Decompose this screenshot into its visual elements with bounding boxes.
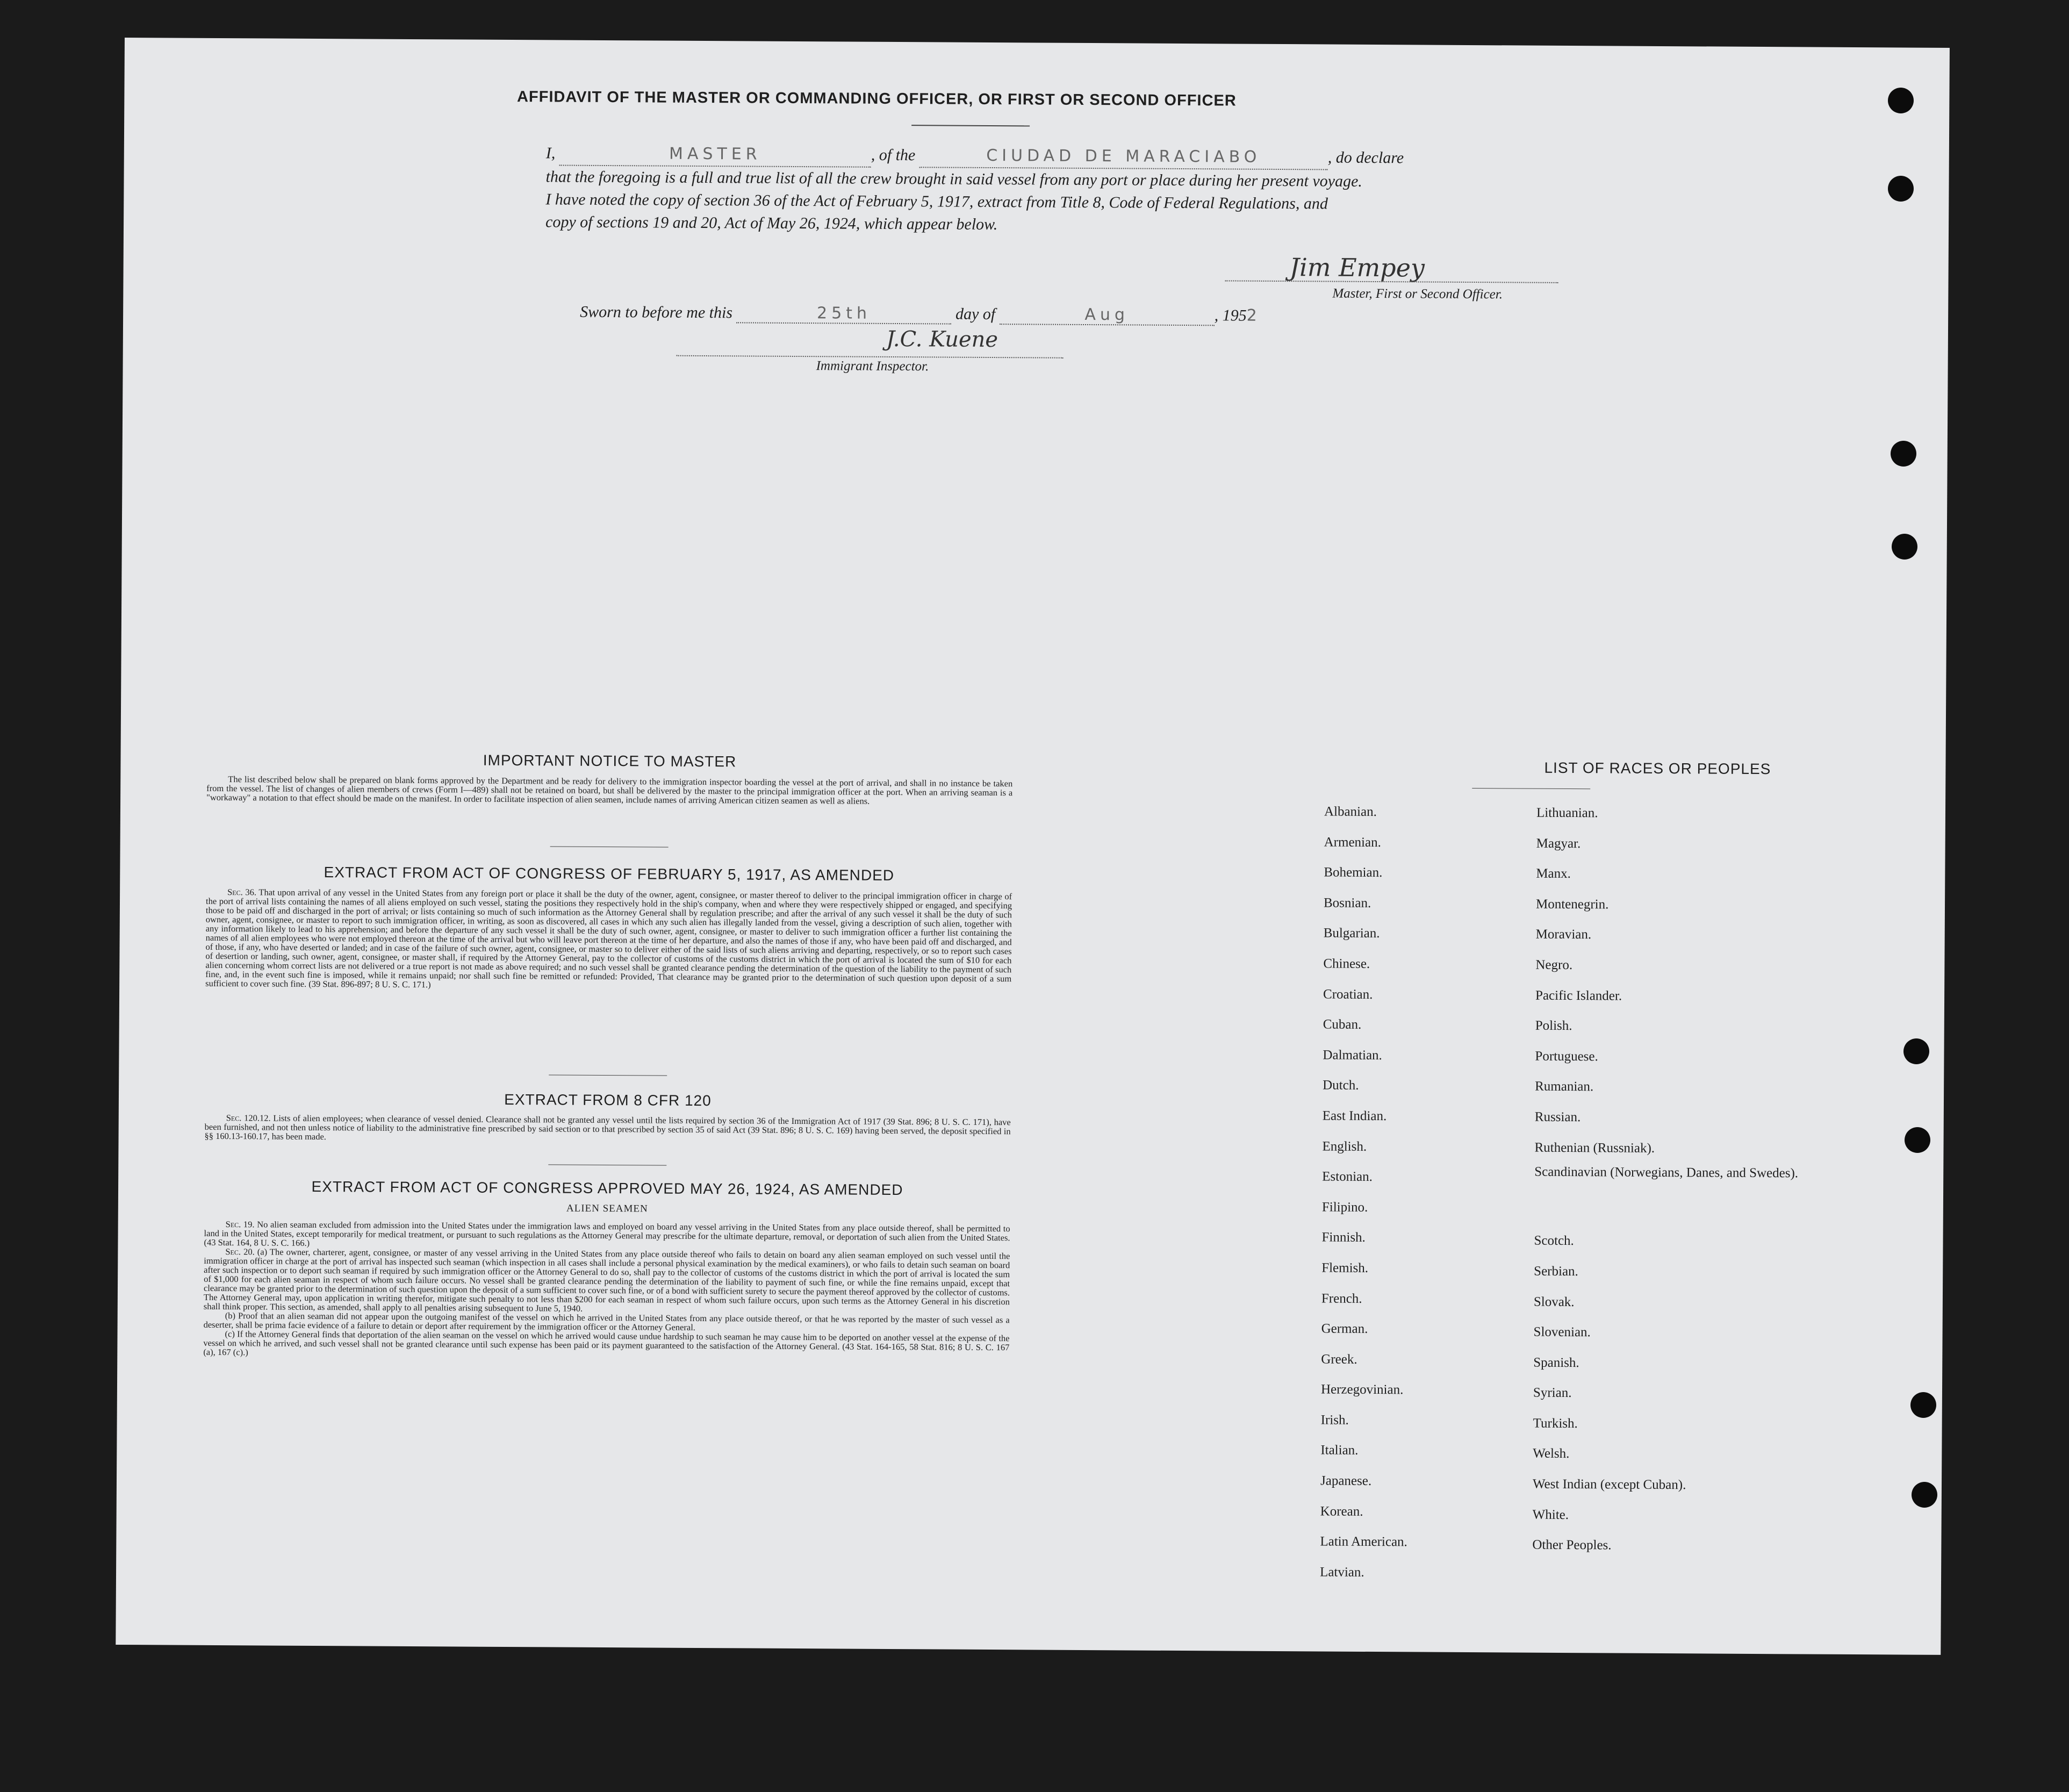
month-field[interactable] bbox=[1000, 305, 1215, 326]
race-item: Filipino. bbox=[1321, 1200, 1368, 1215]
race-item: Rumanian. bbox=[1535, 1079, 1594, 1094]
race-item: Latin American. bbox=[1320, 1534, 1407, 1550]
race-item: Estonian. bbox=[1322, 1169, 1373, 1185]
race-item: Moravian. bbox=[1535, 927, 1592, 942]
race-item: Magyar. bbox=[1536, 836, 1581, 851]
of-the-label: , of the bbox=[871, 146, 916, 164]
year-prefix: , 195 bbox=[1214, 306, 1247, 325]
race-item: Chinese. bbox=[1323, 956, 1370, 971]
race-item: Dutch. bbox=[1323, 1078, 1359, 1093]
day-value: 25th bbox=[816, 304, 872, 323]
sworn-line bbox=[580, 303, 1261, 326]
race-item: Bohemian. bbox=[1324, 865, 1383, 880]
inspector-signature-line bbox=[677, 355, 1064, 359]
notice-text bbox=[206, 775, 1012, 806]
master-field[interactable] bbox=[559, 142, 871, 168]
officer-label: Master, First or Second Officer. bbox=[1332, 286, 1503, 302]
race-item: Cuban. bbox=[1323, 1017, 1362, 1033]
race-item: Slovak. bbox=[1533, 1294, 1575, 1309]
race-item: White. bbox=[1532, 1507, 1569, 1522]
day-of-label: day of bbox=[955, 305, 996, 324]
punch-hole bbox=[1888, 88, 1914, 113]
sworn-label: Sworn to before me this bbox=[580, 303, 733, 322]
race-item: Manx. bbox=[1536, 866, 1571, 881]
punch-hole bbox=[1905, 1127, 1930, 1153]
declaration-block bbox=[545, 142, 1556, 239]
race-item: Syrian. bbox=[1533, 1385, 1572, 1401]
sec-19-text: No alien seaman excluded from admission into the United States under the immigration laws and employed on board any vessel arriving in the United States from any place outside thereof, shall be permitted to land in the United States, except temporarily for medical treatment, or pursuant to such regulations as the Attorney General may prescribe for the ultimate departure, removal, or deportation of such alien from the United States. (43 Stat. 164, 8 U. S. C. 166.) bbox=[204, 1219, 1010, 1248]
sec-120-label: Sec. 120.12. bbox=[226, 1113, 271, 1123]
race-item: Finnish. bbox=[1321, 1230, 1366, 1245]
race-item: Spanish. bbox=[1533, 1355, 1579, 1370]
divider-2 bbox=[549, 1074, 667, 1076]
race-item: Bulgarian. bbox=[1323, 926, 1380, 941]
declaration-line-4: copy of sections 19 and 20, Act of May 26, 1924, which appear below. bbox=[545, 213, 998, 234]
extract-1924-text bbox=[203, 1220, 1010, 1361]
day-field[interactable] bbox=[736, 303, 951, 324]
race-item: Portuguese. bbox=[1535, 1049, 1598, 1064]
vessel-value: CIUDAD DE MARACIABO bbox=[986, 146, 1261, 167]
year-value: 2 bbox=[1246, 306, 1261, 325]
race-item: East Indian. bbox=[1322, 1108, 1387, 1124]
race-item: Albanian. bbox=[1324, 804, 1377, 820]
race-item: Pacific Islander. bbox=[1535, 988, 1622, 1003]
races-column-1 bbox=[1320, 797, 1518, 1588]
sec-36-text: That upon arrival of any vessel in the United States from any foreign port or place it shall be the duty of the owner, agent, consignee, or master thereof to deliver to the principal immigration officer in charge of the port of arrival lists containing the names of all aliens employed on such vessel, stating the positions they respectively hold in the ship's company, when and where they were respectively shipped or engaged, and specifying those to be paid off and discharged in the port of arrival; or lists containing so much of such information as the Attorney General shall by regulation prescribe; and after the arrival of any such vessel it shall be the duty of such owner, agent, consignee, or master to report to such immigration officer, in writing, as soon as discovered, all cases in which any such alien has illegally landed from the vessel, giving a description of such alien, together with any information likely to lead to his apprehension; and before the departure of any such vessel it shall be the duty of such owner, agent, consignee, or master to deliver to such immigration officer a further list containing the names of all alien employees who were not employed thereon at the time of the arrival but who will leave port thereon at the time of her departure, and also the names of those if any, who have been paid off and discharged, and of those, if any, who have deserted or landed; and in case of the failure of such owner, agent, consignee, or master so to deliver either of the said lists of such aliens arriving and departing, respectively, or so to report such cases of desertion or landing, such owner, agent, consignee, or master shall, if required by the Attorney General, pay to the collector of customs of the customs district in which the port of arrival is located the sum of $10 for each alien concerning whom correct lists are not delivered or a true report is not made as above required; and no such vessel shall be granted clearance pending the determination of the question of the liability to the payment of such fine, and, in the event such fine is imposed, while it remains unpaid; nor shall such fine be remitted or refunded: Provided, That clearance may be granted prior to the determination of such question upon deposit of a sum sufficient to cover such fine. (39 Stat. 896-897; 8 U. S. C. 171.) bbox=[205, 887, 1012, 990]
alien-seamen-subtitle: ALIEN SEAMEN bbox=[566, 1202, 648, 1215]
sec-36-label: Sec. 36. bbox=[227, 887, 257, 898]
race-item: Dalmatian. bbox=[1323, 1048, 1382, 1063]
document-page bbox=[116, 38, 1950, 1655]
race-item: Welsh. bbox=[1533, 1446, 1570, 1461]
notice-title: IMPORTANT NOTICE TO MASTER bbox=[483, 751, 737, 770]
sec-20-text-b: (b) Proof that an alien seaman did not appear upon the outgoing manifest of the vessel on which he arrived in the United States from any place outside thereof, or that he was reported by the master of such vessel as a deserter, shall be prima facie evidence of a failure to detain or deport after requirement by the immigration officer or the Attorney General. bbox=[203, 1310, 1010, 1332]
race-item: Serbian. bbox=[1534, 1264, 1578, 1279]
vessel-field[interactable] bbox=[919, 144, 1328, 170]
month-value: Aug bbox=[1084, 305, 1130, 325]
notice-paragraph: The list described below shall be prepared on blank forms approved by the Department and be ready for delivery to the immigration inspector boarding the vessel at the port of arrival, and shall in no instance be taken from the vessel. The list of changes of alien members of crews (Form I—489) shall not be retained on board, but shall be delivered by the master to the principal immigration officer at the port. When an arriving seaman is a "workaway" a notation to that effect should be made on the manifest. In order to facilitate inspection of alien seamen, include names of arriving American citizen seamen as well as aliens. bbox=[206, 774, 1013, 806]
race-item: Russian. bbox=[1534, 1109, 1581, 1125]
race-item: Italian. bbox=[1320, 1443, 1359, 1458]
race-item: West Indian (except Cuban). bbox=[1532, 1476, 1686, 1493]
race-item: Scandinavian (Norwegians, Danes, and Swedes). bbox=[1534, 1164, 1799, 1181]
sec-19-label: Sec. 19. bbox=[225, 1219, 255, 1230]
officer-signature-line bbox=[1225, 280, 1558, 283]
race-item: Ruthenian (Russniak). bbox=[1534, 1140, 1655, 1156]
race-item bbox=[1534, 1195, 1814, 1227]
race-item: Armenian. bbox=[1324, 835, 1381, 850]
race-item: Montenegrin. bbox=[1535, 897, 1609, 912]
race-item: Other Peoples. bbox=[1532, 1537, 1612, 1553]
extract-1924-title: EXTRACT FROM ACT OF CONGRESS APPROVED MAY 26, 1924, AS AMENDED bbox=[311, 1178, 903, 1199]
extract-cfr-text bbox=[205, 1113, 1011, 1145]
race-item: Irish. bbox=[1320, 1413, 1349, 1428]
declaration-line-3: I have noted the copy of section 36 of the Act of February 5, 1917, extract from Title 8, Code of Federal Regulations, and bbox=[545, 190, 1328, 213]
race-item: Herzegovinian. bbox=[1320, 1382, 1404, 1397]
extract-1917-text bbox=[205, 887, 1012, 992]
intro-label: I, bbox=[545, 144, 556, 162]
race-item: Korean. bbox=[1320, 1504, 1363, 1519]
punch-hole bbox=[1888, 176, 1914, 202]
race-item: Japanese. bbox=[1320, 1473, 1372, 1489]
master-value: MASTER bbox=[669, 144, 761, 164]
race-item: Slovenian. bbox=[1533, 1324, 1591, 1340]
races-column-2 bbox=[1532, 798, 1816, 1562]
race-item: Scotch. bbox=[1534, 1233, 1574, 1249]
punch-hole bbox=[1903, 1038, 1929, 1064]
sec-20-text-c: (c) If the Attorney General finds that deportation of the alien seaman on the vessel on which he arrived would cause undue hardship to such seaman he may cause him to be deported on another vessel at the expense of the vessel on which he arrived, and such vessel shall not be granted clearance until such expense has been paid or its payment guaranteed to the satisfaction of the Attorney General. (43 Stat. 164-165, 58 Stat. 816; 8 U. S. C. 167 (a), 167 (c).) bbox=[203, 1329, 1010, 1358]
declaration-line-2: that the foregoing is a full and true list of all the crew brought in said vessel from any port or place during her present voyage. bbox=[545, 168, 1362, 190]
divider-1 bbox=[550, 846, 669, 847]
title-divider bbox=[911, 125, 1030, 126]
extract-cfr-title: EXTRACT FROM 8 CFR 120 bbox=[504, 1091, 712, 1109]
race-item: Lithuanian. bbox=[1536, 805, 1598, 821]
punch-hole bbox=[1892, 534, 1917, 560]
punch-hole bbox=[1910, 1392, 1936, 1418]
race-item: Latvian. bbox=[1320, 1565, 1364, 1580]
race-item: Croatian. bbox=[1323, 987, 1373, 1002]
race-item: Greek. bbox=[1321, 1352, 1357, 1367]
sec-120-text: Lists of alien employees; when clearance of vessel denied. Clearance shall not be granted any vessel until the lists required by section 36 of the Immigration Act of 1917 (39 Stat. 896; 8 U. S. C. 171), have been furnished, and not then unless notice of liability to the administrative fine prescribed by said section or to that prescribed by section 35 of said Act (39 Stat. 896; 8 U. S. C. 169) having been served, the deposit specified in §§ 160.13-160.17, has been made. bbox=[204, 1113, 1011, 1142]
race-item: Turkish. bbox=[1533, 1416, 1578, 1431]
race-item: English. bbox=[1322, 1139, 1367, 1154]
do-declare-label: , do declare bbox=[1327, 148, 1404, 167]
race-item: German. bbox=[1321, 1321, 1368, 1337]
officer-signature: Jim Empey bbox=[1289, 253, 1425, 283]
race-item: Polish. bbox=[1535, 1018, 1572, 1034]
sec-20-text-a: (a) The owner, charterer, agent, consignee, or master of any vessel arriving in the United States from any place outside thereof who fails to detain on board any alien seaman employed on such vessel until the immigration officer in charge at the port of arrival has inspected such seaman (which inspection in all cases shall include a personal physical examination by the medical examiners), or who fails to detain such seaman on board after such inspection or to deport such seaman if required by such immigration officer or the Attorney General to do so, shall pay to the collector of customs of the customs district in which the port of arrival is located the sum of $1,000 for each alien seaman in respect of whom such failure occurs. No vessel shall be granted clearance pending the determination of the liability to payment of such fine, or while the fine remains unpaid, except that clearance may be granted prior to the determination of such question upon the deposit of a sum sufficient to cover such fine, or of a bond with sufficient surety to secure the payment thereof approved by the collector of customs. The Attorney General may, upon application in writing therefor, mitigate such penalty to not less than $200 for each seaman in respect of whom such failure occurs, upon such terms as the Attorney General in his discretion shall think proper. This section, as amended, shall apply to all penalties arising subsequent to June 5, 1940. bbox=[203, 1246, 1010, 1314]
inspector-label: Immigrant Inspector. bbox=[816, 359, 929, 374]
sec-20-label: Sec. 20. bbox=[225, 1246, 255, 1257]
races-divider bbox=[1472, 788, 1590, 789]
divider-3 bbox=[548, 1164, 666, 1165]
affidavit-title: AFFIDAVIT OF THE MASTER OR COMMANDING OFFICER, OR FIRST OR SECOND OFFICER bbox=[516, 88, 1237, 110]
extract-1917-title: EXTRACT FROM ACT OF CONGRESS OF FEBRUARY 5, 1917, AS AMENDED bbox=[324, 864, 895, 884]
punch-hole bbox=[1891, 441, 1916, 467]
punch-hole bbox=[1912, 1482, 1937, 1508]
inspector-signature: J.C. Kuene bbox=[886, 326, 998, 353]
race-item: French. bbox=[1321, 1291, 1362, 1306]
race-item: Bosnian. bbox=[1323, 895, 1371, 911]
races-title: LIST OF RACES OR PEOPLES bbox=[1544, 759, 1771, 778]
race-item: Negro. bbox=[1535, 957, 1573, 973]
race-item: Flemish. bbox=[1321, 1260, 1369, 1275]
